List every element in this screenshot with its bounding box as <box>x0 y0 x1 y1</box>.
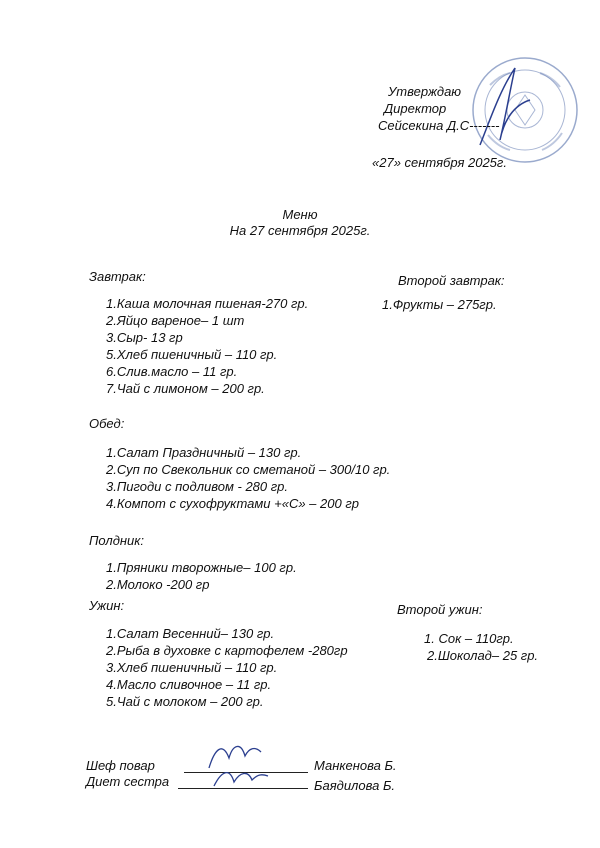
second-breakfast-label: Второй завтрак: <box>398 273 505 288</box>
diet-signature <box>210 764 270 792</box>
director-position: Директор <box>384 101 447 116</box>
list-item: 1.Фрукты – 275гр. <box>382 297 497 312</box>
lunch-list <box>106 444 390 512</box>
list-item: 2.Суп по Свекольник со сметаной – 300/10 гр. <box>106 462 391 477</box>
snack-label: Полдник: <box>89 533 145 548</box>
snack-list <box>106 559 297 593</box>
list-item: 5.Хлеб пшеничный – 110 гр. <box>106 347 278 362</box>
director-name: Сейсекина Д.С------- <box>378 118 500 133</box>
list-item: 1. Сок – 110гр. <box>424 631 514 646</box>
diet-name: Баядилова Б. <box>314 778 396 793</box>
menu-title: Меню <box>282 207 318 222</box>
lunch-label: Обед: <box>89 416 125 431</box>
list-item: 1.Салат Праздничный – 130 гр. <box>106 445 302 460</box>
list-item: 1.Каша молочная пшеная-270 гр. <box>106 296 309 311</box>
list-item: 5.Чай с молоком – 200 гр. <box>106 694 264 709</box>
list-item: 6.Слив.масло – 11 гр. <box>106 364 238 379</box>
breakfast-list <box>106 295 308 397</box>
list-item: 3.Хлеб пшеничный – 110 гр. <box>106 660 278 675</box>
list-item: 7.Чай с лимоном – 200 гр. <box>106 381 265 396</box>
second-dinner-label: Второй ужин: <box>397 602 483 617</box>
list-item: 2.Шоколад– 25 гр. <box>427 648 539 663</box>
diet-role: Диет сестра <box>86 774 170 789</box>
list-item: 2.Молоко -200 гр <box>106 577 210 592</box>
chef-role: Шеф повар <box>86 758 155 773</box>
dinner-list <box>106 625 348 710</box>
list-item: 2.Рыба в духовке с картофелем -280гр <box>106 643 348 658</box>
chef-name: Манкенова Б. <box>314 758 397 773</box>
second-dinner-list <box>424 630 538 664</box>
list-item: 3.Сыр- 13 гр <box>106 330 183 345</box>
list-item: 4.Масло сливочное – 11 гр. <box>106 677 272 692</box>
dinner-label: Ужин: <box>89 598 125 613</box>
second-breakfast-list <box>382 296 497 313</box>
approve-label: Утверждаю <box>388 84 462 99</box>
list-item: 2.Яйцо вареное– 1 шт <box>106 313 245 328</box>
list-item: 4.Компот с сухофруктами +«С» – 200 гр <box>106 496 359 511</box>
director-signature <box>470 60 540 155</box>
breakfast-label: Завтрак: <box>89 269 146 284</box>
menu-date: На 27 сентября 2025г. <box>229 223 371 238</box>
list-item: 3.Пигоди с подливом - 280 гр. <box>106 479 289 494</box>
list-item: 1.Салат Весенний– 130 гр. <box>106 626 275 641</box>
approval-date: «27» сентября 2025г. <box>372 155 507 170</box>
list-item: 1.Пряники творожные– 100 гр. <box>106 560 297 575</box>
